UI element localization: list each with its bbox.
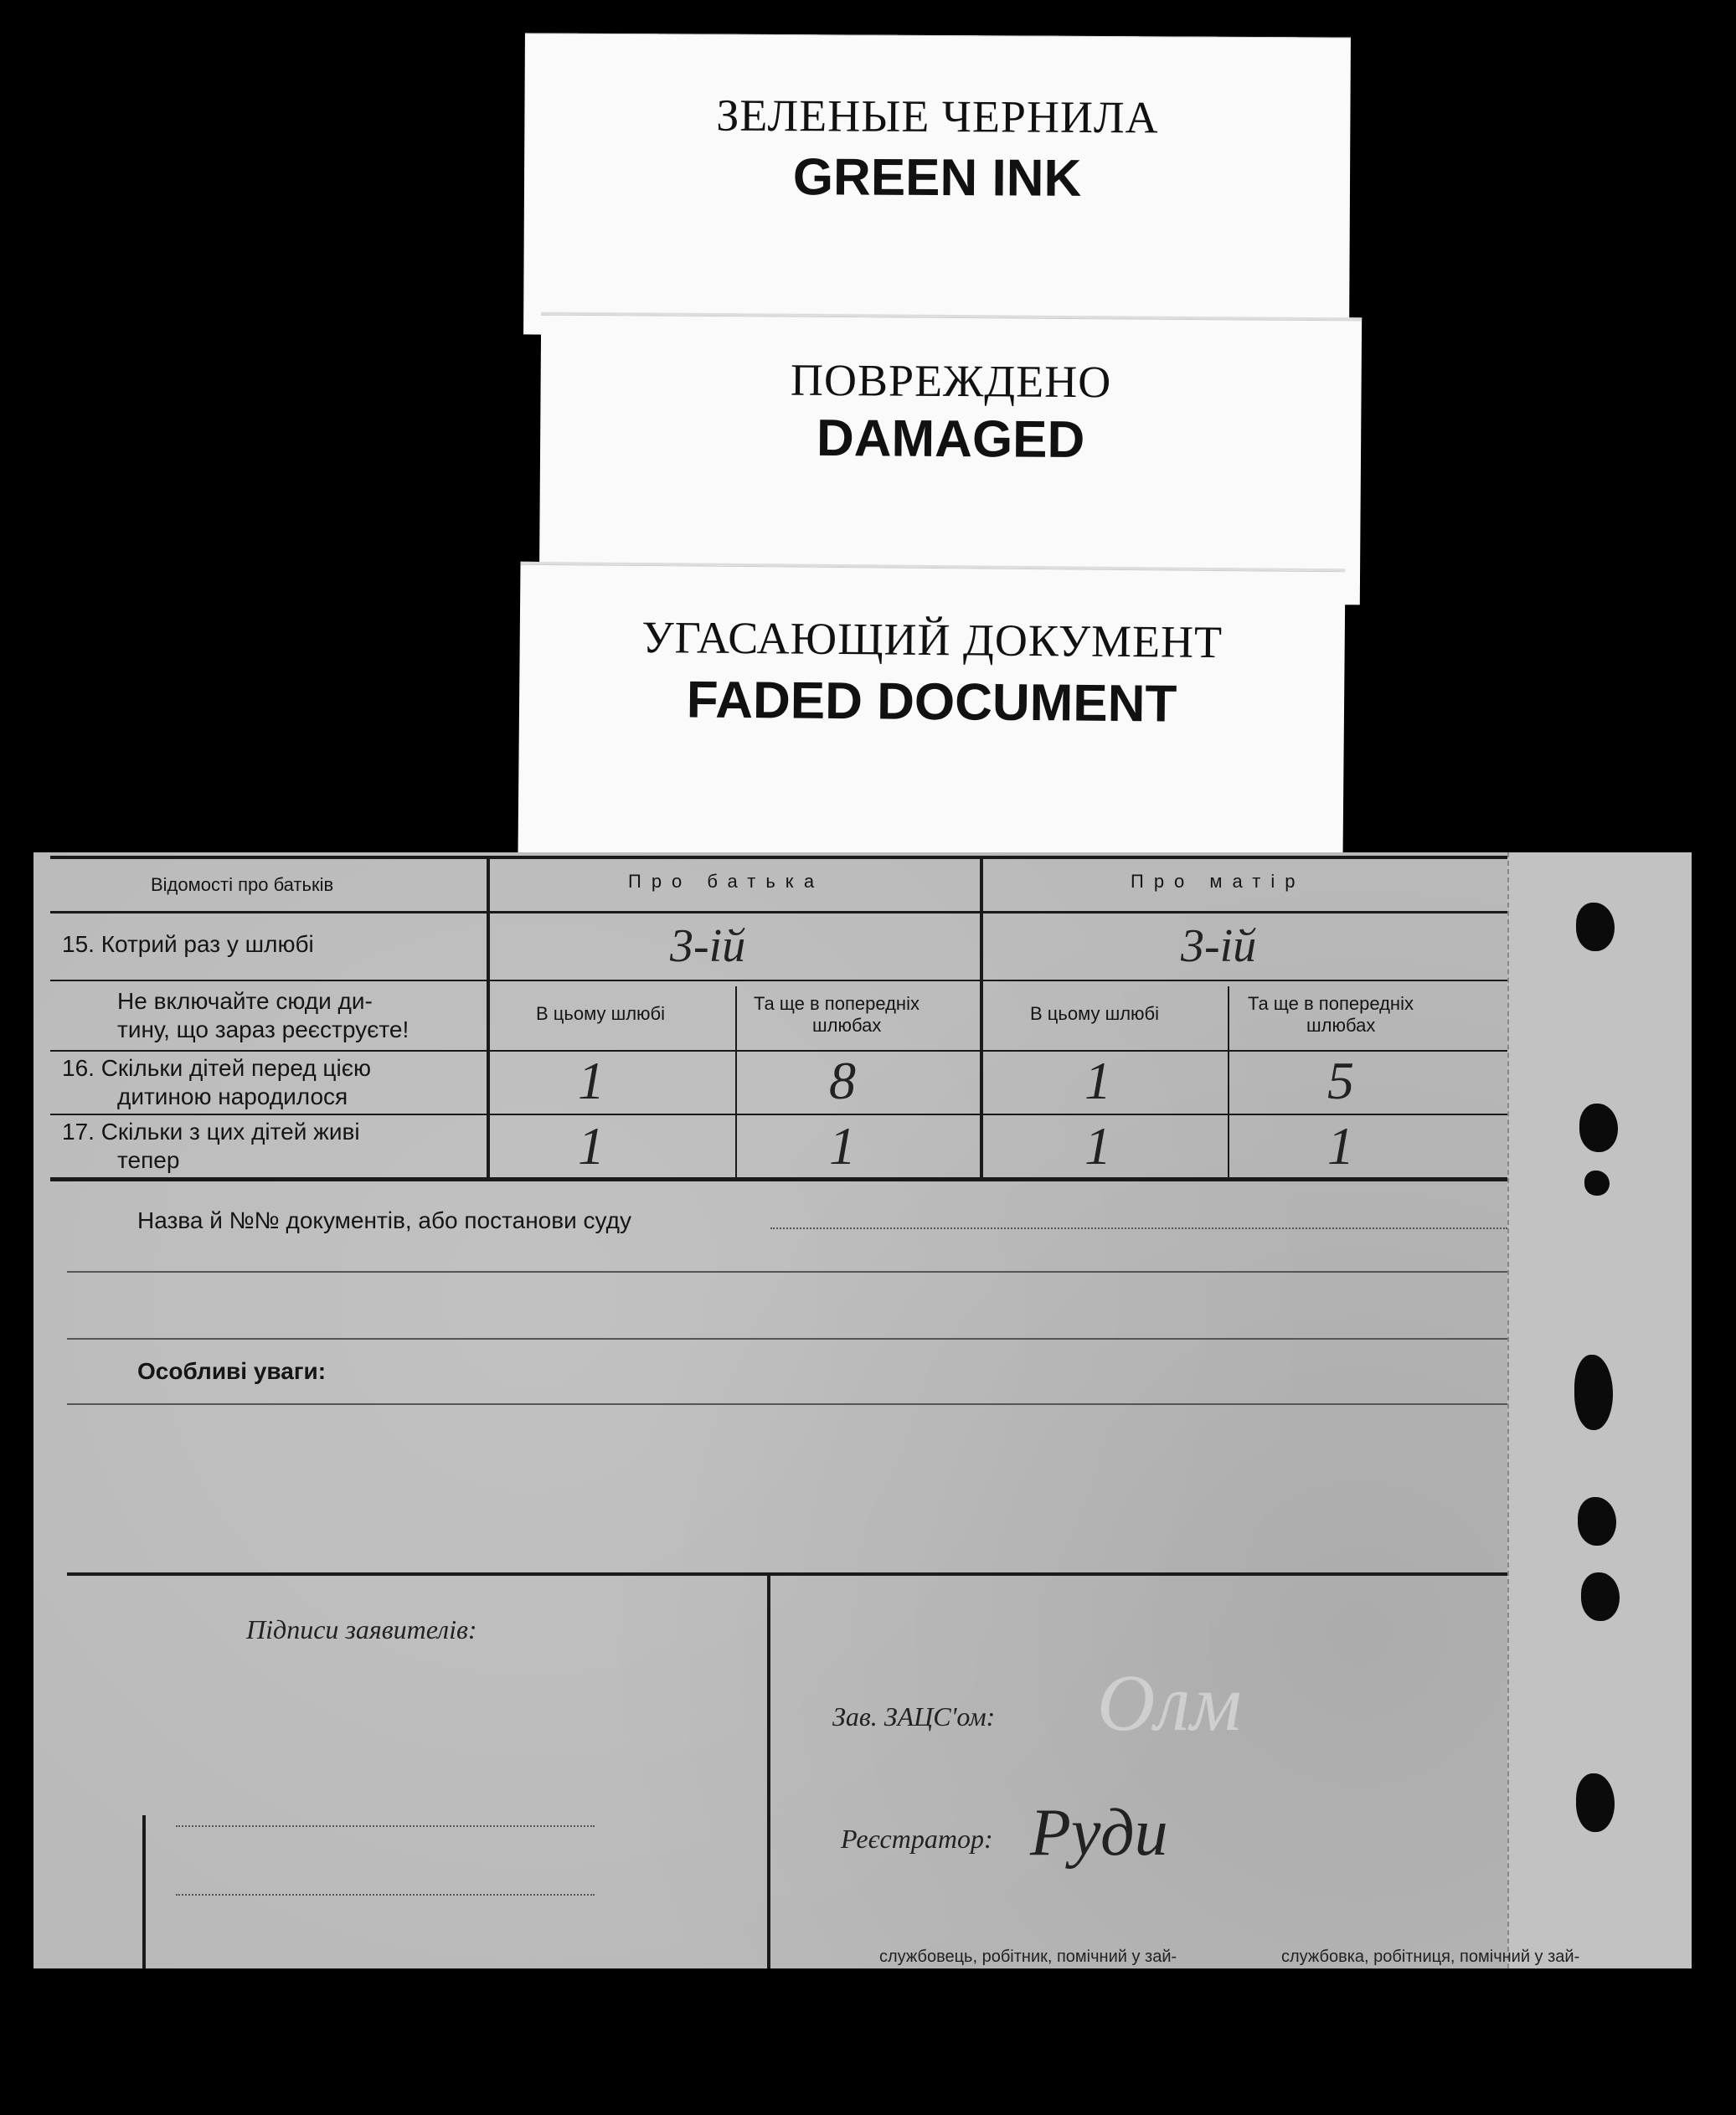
- row16-value: 1: [578, 1051, 605, 1110]
- rule-line: [67, 1403, 1507, 1405]
- row15-label: 15. Котрий раз у шлюбі: [62, 931, 314, 957]
- remarks-label: Особливі уваги:: [137, 1358, 327, 1384]
- row16-label-1: 16. Скільки дітей перед цією: [62, 1055, 371, 1081]
- punch-hole: [1584, 1171, 1610, 1196]
- row15-mother-value: 3-ій: [1181, 920, 1257, 972]
- label-ru-text: ПОВРЕЖДЕНО: [790, 354, 1112, 408]
- registrar-label: Реєстратор:: [841, 1824, 993, 1854]
- signature-line: [176, 1894, 595, 1896]
- head-signature: Олм: [1097, 1658, 1242, 1747]
- row17-value: 1: [1327, 1116, 1354, 1176]
- label-en-text: GREEN INK: [792, 148, 1082, 208]
- label-card-green-ink: [523, 33, 1351, 338]
- row15-father-value: 3-ій: [670, 920, 746, 972]
- head-label: Зав. ЗАЦС'ом:: [832, 1701, 996, 1732]
- section-divider: [767, 1574, 770, 1968]
- table-col-line: [487, 856, 490, 1179]
- punch-hole: [1579, 1104, 1618, 1152]
- table-line: [50, 911, 1507, 913]
- bracket-line: [142, 1815, 146, 1968]
- row16-value: 5: [1327, 1051, 1354, 1110]
- table-border-bottom: [50, 1177, 1507, 1181]
- label-card-damaged: [539, 312, 1362, 605]
- sub-header-this-marriage: В цьому шлюбі: [1030, 1003, 1160, 1024]
- punch-hole: [1576, 903, 1615, 951]
- row16-label-2: дитиною народилося: [117, 1083, 348, 1109]
- sub-header-prev-1: Та ще в попередніх: [754, 993, 920, 1014]
- documents-label: Назва й №№ документів, або постанови суду: [137, 1207, 631, 1233]
- table-line: [50, 1114, 1507, 1115]
- header-parents-info: Відомості про батьків: [151, 874, 334, 895]
- table-col-line: [980, 856, 983, 1179]
- signature-line: [176, 1825, 595, 1827]
- note-line-2: тину, що зараз реєструєте!: [117, 1016, 410, 1042]
- rule-line: [67, 1338, 1507, 1340]
- table-line: [50, 980, 1507, 981]
- punch-hole: [1576, 1773, 1615, 1832]
- table-border-top: [50, 856, 1507, 859]
- sub-header-this-marriage: В цьому шлюбі: [536, 1003, 666, 1024]
- punch-hole: [1578, 1497, 1616, 1546]
- rule-line: [67, 1271, 1507, 1273]
- header-mother: Про матір: [1131, 871, 1306, 892]
- sub-header-prev-2: шлюбах: [812, 1015, 882, 1036]
- table-line: [50, 1050, 1507, 1052]
- registration-form: [33, 852, 1692, 1968]
- table-col-line: [735, 986, 737, 1179]
- registrar-signature: Руди: [1030, 1796, 1168, 1870]
- row17-label-2: тепер: [117, 1147, 180, 1173]
- note-line-1: Не включайте сюди ди-: [117, 988, 373, 1014]
- row16-value: 8: [829, 1051, 856, 1110]
- row17-value: 1: [578, 1116, 605, 1176]
- label-en-text: DAMAGED: [816, 409, 1085, 470]
- bottom-text-left: службовець, робітник, помічний у зай-: [879, 1948, 1177, 1966]
- table-col-line: [1228, 986, 1229, 1179]
- section-border: [67, 1572, 1507, 1576]
- row17-label-1: 17. Скільки з цих дітей живі: [62, 1119, 360, 1145]
- label-card-faded: [518, 562, 1346, 861]
- punch-hole: [1581, 1572, 1620, 1621]
- punch-hole: [1574, 1355, 1613, 1430]
- label-en-text: FADED DOCUMENT: [686, 671, 1177, 733]
- row17-value: 1: [1084, 1116, 1111, 1176]
- sub-header-prev-2: шлюбах: [1306, 1015, 1376, 1036]
- dotted-line: [770, 1227, 1507, 1229]
- bottom-text-right: службовка, робітниця, помічний у зай-: [1281, 1948, 1580, 1966]
- binding-strip: [1507, 852, 1692, 1968]
- label-ru-text: УГАСАЮЩИЙ ДОКУМЕНТ: [641, 611, 1223, 668]
- signatures-label: Підписи заявителів:: [246, 1614, 477, 1644]
- label-ru-text: ЗЕЛЕНЫЕ ЧЕРНИЛА: [716, 90, 1159, 143]
- sub-header-prev-1: Та ще в попередніх: [1248, 993, 1414, 1014]
- row16-value: 1: [1084, 1051, 1111, 1110]
- row17-value: 1: [829, 1116, 856, 1176]
- header-father: Про батька: [628, 871, 825, 892]
